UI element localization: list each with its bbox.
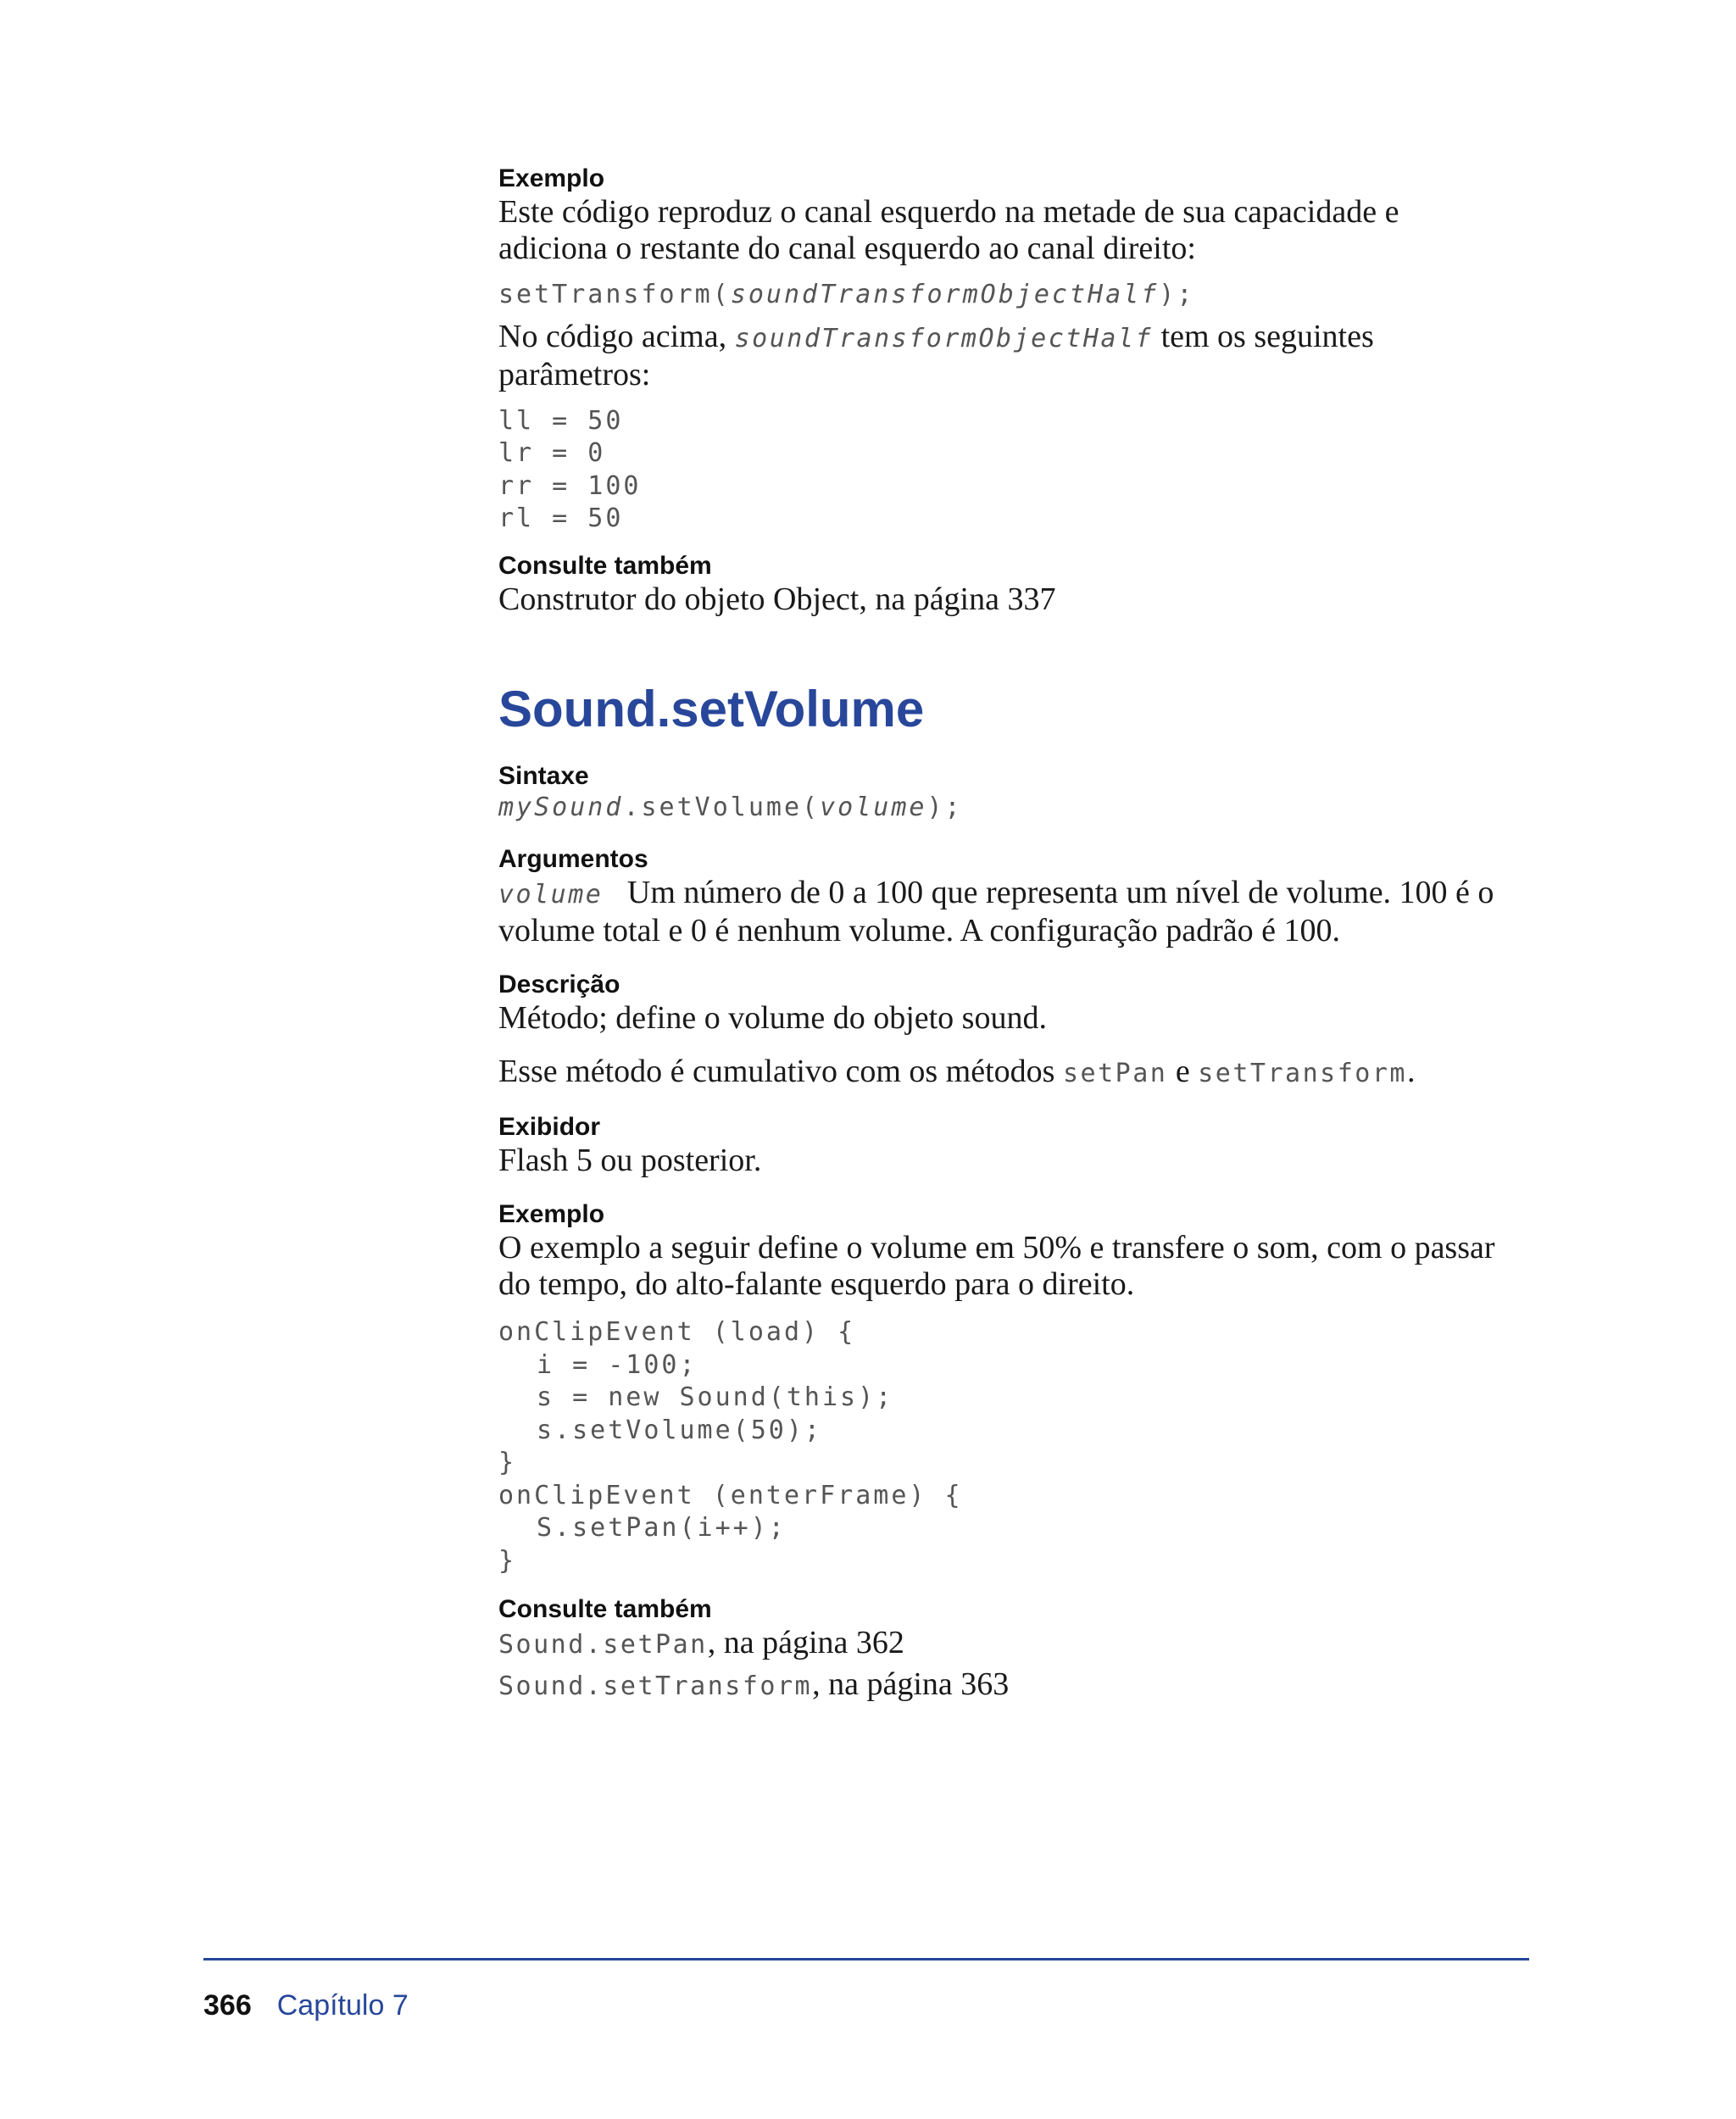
- page-number: 366: [203, 1989, 252, 2022]
- example-paragraph: Este código reproduz o canal esquerdo na metade de sua capacidade e adiciona o restante do canal esquerdo ao canal direito:: [498, 194, 1399, 266]
- see-also-setpan-code: Sound.setPan: [498, 1630, 708, 1660]
- code-call-prefix: setTransform(: [498, 280, 731, 309]
- desc-text-mid: e: [1167, 1054, 1199, 1089]
- param-line: rr = 100: [498, 470, 642, 501]
- entry-title: Sound.setVolume: [498, 680, 925, 737]
- params-intro-text: No código acima,: [498, 318, 735, 354]
- argument-description: Um número de 0 a 100 que representa um nível de volume. 100 é o volume total e 0 é nenhum volume. A configuração padrão é 100.: [498, 875, 1494, 948]
- params-intro: [498, 319, 1516, 393]
- example-code: [498, 1316, 1516, 1577]
- desc-code-settransform: setTransform: [1198, 1059, 1407, 1088]
- code-settransform: [498, 279, 1516, 312]
- description-heading: Descrição: [498, 971, 620, 998]
- syntax-end: );: [926, 792, 963, 822]
- code-line: S.setPan(i++);: [537, 1513, 787, 1543]
- syntax-heading: Sintaxe: [498, 761, 589, 790]
- argument-name: volume: [498, 880, 604, 909]
- code-line: }: [498, 1545, 517, 1576]
- description-cumulative: [498, 1054, 1516, 1092]
- syntax-arg: volume: [820, 792, 927, 822]
- code-line: s.setVolume(50);: [537, 1415, 822, 1445]
- syntax-object: mySound: [498, 792, 624, 822]
- example-heading: Exemplo: [498, 164, 605, 192]
- desc-text-end: .: [1406, 1054, 1416, 1089]
- param-line: ll = 50: [498, 405, 624, 436]
- see-also-link[interactable]: Construtor do objeto Object, na página 337: [498, 581, 1056, 617]
- params-intro-text-end: tem os seguintes parâmetros:: [498, 318, 1374, 392]
- desc-code-setpan: setPan: [1062, 1059, 1168, 1088]
- player-heading: Exibidor: [498, 1113, 601, 1141]
- param-line: lr = 0: [498, 438, 606, 468]
- arguments-heading: Argumentos: [498, 845, 648, 873]
- desc-text: Esse método é cumulativo com os métodos: [498, 1054, 1063, 1089]
- code-line: }: [498, 1448, 517, 1477]
- code-line: s = new Sound(this);: [537, 1382, 894, 1412]
- see-also-setpan-text: , na página 362: [707, 1625, 904, 1660]
- params-code: [498, 405, 1516, 536]
- page-footer: [203, 1988, 409, 2022]
- see-also-settransform[interactable]: [498, 1666, 1516, 1705]
- description-text: Método; define o volume do objeto sound.: [498, 1000, 1047, 1036]
- code-line: onClipEvent (load) {: [498, 1317, 856, 1347]
- code-call-arg: soundTransformObjectHalf: [730, 280, 1160, 309]
- code-line: i = -100;: [537, 1349, 698, 1380]
- footer-rule: [203, 1958, 1529, 1960]
- chapter-label: Capítulo 7: [276, 1989, 409, 2022]
- see-also-settransform-code: Sound.setTransform: [498, 1671, 813, 1701]
- see-also-settransform-text: , na página 363: [812, 1666, 1010, 1702]
- syntax-method: .setVolume(: [623, 792, 821, 822]
- example-paragraph-2: O exemplo a seguir define o volume em 50% e transfere o som, com o passar do tempo, do alto-falante esquerdo para o direito.: [498, 1230, 1495, 1302]
- example-heading-2: Exemplo: [498, 1200, 605, 1228]
- see-also-setpan[interactable]: [498, 1625, 1516, 1663]
- see-also-heading: Consulte também: [498, 551, 712, 580]
- player-text: Flash 5 ou posterior.: [498, 1143, 762, 1178]
- param-line: rl = 50: [498, 503, 624, 533]
- page-content: [498, 164, 1516, 1705]
- params-intro-code: soundTransformObjectHalf: [734, 323, 1154, 353]
- see-also-heading-2: Consulte também: [498, 1595, 712, 1623]
- argument-volume: [498, 875, 1516, 949]
- syntax-code: [498, 792, 1516, 825]
- code-call-suffix: );: [1159, 280, 1195, 309]
- code-line: onClipEvent (enterFrame) {: [498, 1480, 963, 1510]
